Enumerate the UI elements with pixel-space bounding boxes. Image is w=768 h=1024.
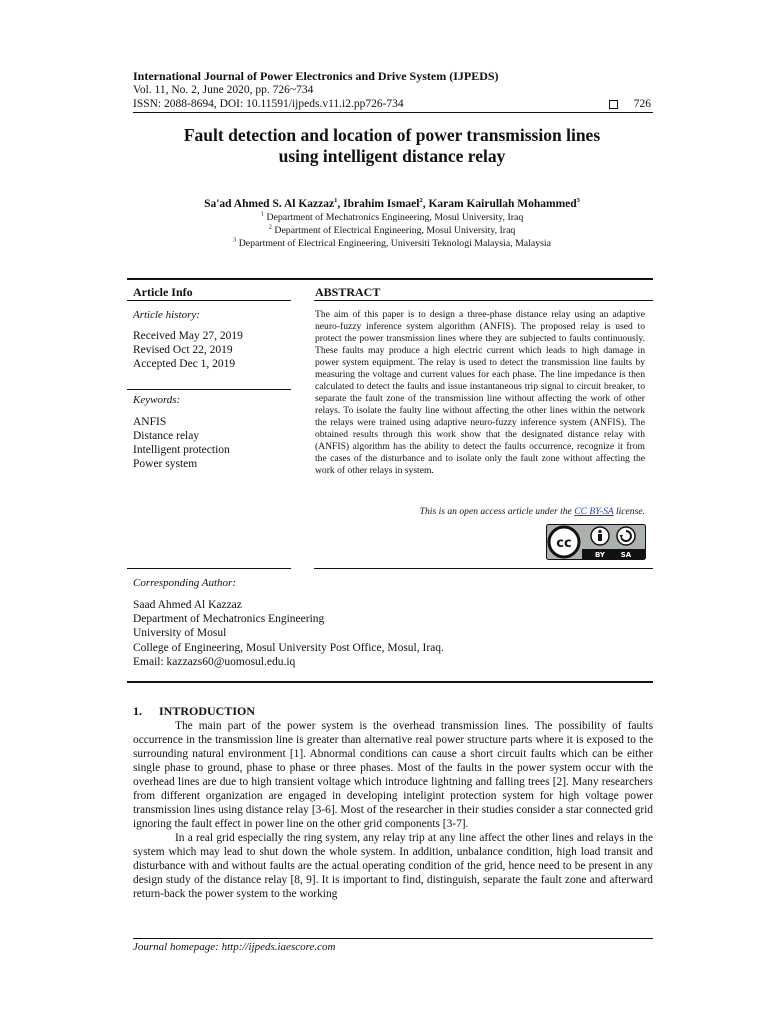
author-3: Karam Kairullah Mohammed [428,198,577,210]
corr-university: University of Mosul [133,627,227,640]
paragraph: In a real grid especially the ring system, any relay trip at any line affect the other lines and relays in the system which may lead to shut down the whole system. In addition, unbalance condition, high load transit and disturbance with and without faults are the actual operating condition of the grid, hence need to be present in any design study of the distance relay [8, 9]. It is important to find, distinguish, separate the fault zone and afterward return-back the power system to the working [133,832,653,900]
info-top-rule [127,278,653,280]
corresponding-label: Corresponding Author: [133,577,236,589]
page-number: 726 [633,98,651,110]
oa-suffix: license. [613,506,645,517]
cc-by-sa-badge-icon[interactable] [546,524,646,560]
affiliations [100,211,684,250]
aff-sup: 3 [233,236,237,244]
affiliation-1 [100,211,684,224]
paper-title [100,125,684,167]
keyword: Power system [133,458,198,470]
keywords-rule [127,568,291,569]
info-heading-rule [127,300,291,301]
section-number: 1. [133,704,142,718]
journal-homepage: Journal homepage: http://ijpeds.iaescore.com [133,941,336,953]
author-3-sup: 3 [576,197,580,205]
introduction-body [133,719,653,901]
paragraph: The main part of the power system is the overhead transmission lines. The possibility of faults occurrence in the transmission line is greater than alternative real power structure parts where it is exposed to the surrounding natural environment [1]. Abnormal conditions can cause a short circuit faults which can be either single phase to ground, phase to phase or three phases. Most of the faults in the power system occur with the overhead lines are due to high transient voltage which introduce lightning and falling trees [2]. Many researchers from different organization are engaged in developing inteligint protection system for high voltage power transmission lines using distance relay [3-6]. Most of the researcher in their studies consider a star connected grid ignoring the fault effect in power line on the other grid components [3-7]. [133,720,653,830]
corr-email: Email: kazzazs60@uomosul.edu.iq [133,655,296,668]
history-rule [127,389,291,390]
article-info-heading: Article Info [133,285,193,299]
corresponding-bottom-rule [127,681,653,683]
affiliation-2 [100,224,684,237]
keyword: Distance relay [133,430,200,442]
keyword: Intelligent protection [133,444,230,456]
journal-issn: ISSN: 2088-8694, DOI: 10.11591/ijpeds.v11.i2.pp726-734 [133,98,404,110]
author-list [100,198,684,210]
keywords-label: Keywords: [133,394,181,406]
received-date: Received May 27, 2019 [133,330,243,342]
by-label: BY [594,551,606,559]
section-title: INTRODUCTION [159,704,256,718]
author-1-sup: 1 [334,197,338,205]
footer-rule [133,938,653,939]
author-2: Ibrahim Ismael [343,198,420,210]
history-label: Article history: [133,309,200,321]
revised-date: Revised Oct 22, 2019 [133,344,233,356]
author-sep: , [422,198,429,210]
journal-volume: Vol. 11, No. 2, June 2020, pp. 726~734 [133,84,314,96]
journal-header [133,69,653,111]
oa-prefix: This is an open access article under the [419,506,575,517]
corr-department: Department of Mechatronics Engineering [133,613,325,626]
author-1: Sa'ad Ahmed S. Al Kazzaz [204,198,335,210]
cc-label: cc [556,536,572,551]
aff-text: Department of Mechatronics Engineering, Mosul University, Iraq [264,212,524,223]
aff-text: Department of Electrical Engineering, Universiti Teknologi Malaysia, Malaysia [236,238,551,249]
open-access-notice [315,506,645,517]
sa-label: SA [620,551,632,559]
corresponding-author [133,598,444,669]
header-rule [133,112,653,113]
square-icon [609,100,618,109]
affiliation-3 [100,237,684,250]
aff-text: Department of Electrical Engineering, Mosul University, Iraq [271,225,516,236]
title-line-1: Fault detection and location of power transmission lines [183,125,601,145]
introduction-heading [133,704,255,719]
corr-address: College of Engineering, Mosul University Post Office, Mosul, Iraq. [133,641,444,654]
aff-sup: 1 [260,210,265,218]
author-2-sup: 2 [419,197,423,205]
abstract-bottom-rule [314,568,653,569]
abstract-text: The aim of this paper is to design a three-phase distance relay using an adaptive neuro-fuzzy inference system algorithm (ANFIS). The proposed relay is used to protect the power transmission lines where they are subjected to faults continuously. These faults may produce a high electric current which leads to high damage in power system equipment. The relay is used to detect the transmission line faults by measuring the voltage and current values for each phase. The line impedance is then calculated to detect the faults and issue instantaneous trip signal to circuit breaker, to separate the fault zone of the transmission line without affecting the work of other relays. To isolate the faulty line without affecting the other lines within the network the relays were trained using adaptive neuro-fuzzy inference system (ANFIS). The obtained results through this work show that the designated distance relay with (ANFIS) algorithm has the ability to detect the faults occurrence, recognize it from the cases of the disturbance and to isolate only the fault zone without affecting the work of other relays in system. [315,309,645,476]
journal-name: International Journal of Power Electronics and Drive System (IJPEDS) [133,69,499,83]
keyword-list [133,415,230,471]
keyword: ANFIS [133,416,167,428]
aff-sup: 2 [268,223,272,231]
title-line-2: using intelligent distance relay [278,146,506,166]
abstract-heading-rule [314,300,653,301]
author-sep: , [337,198,344,210]
accepted-date: Accepted Dec 1, 2019 [133,358,236,370]
article-history [133,329,243,371]
cc-by-sa-link[interactable]: CC BY-SA [574,506,614,517]
corr-name: Saad Ahmed Al Kazzaz [133,599,242,611]
abstract-heading: ABSTRACT [315,285,381,299]
